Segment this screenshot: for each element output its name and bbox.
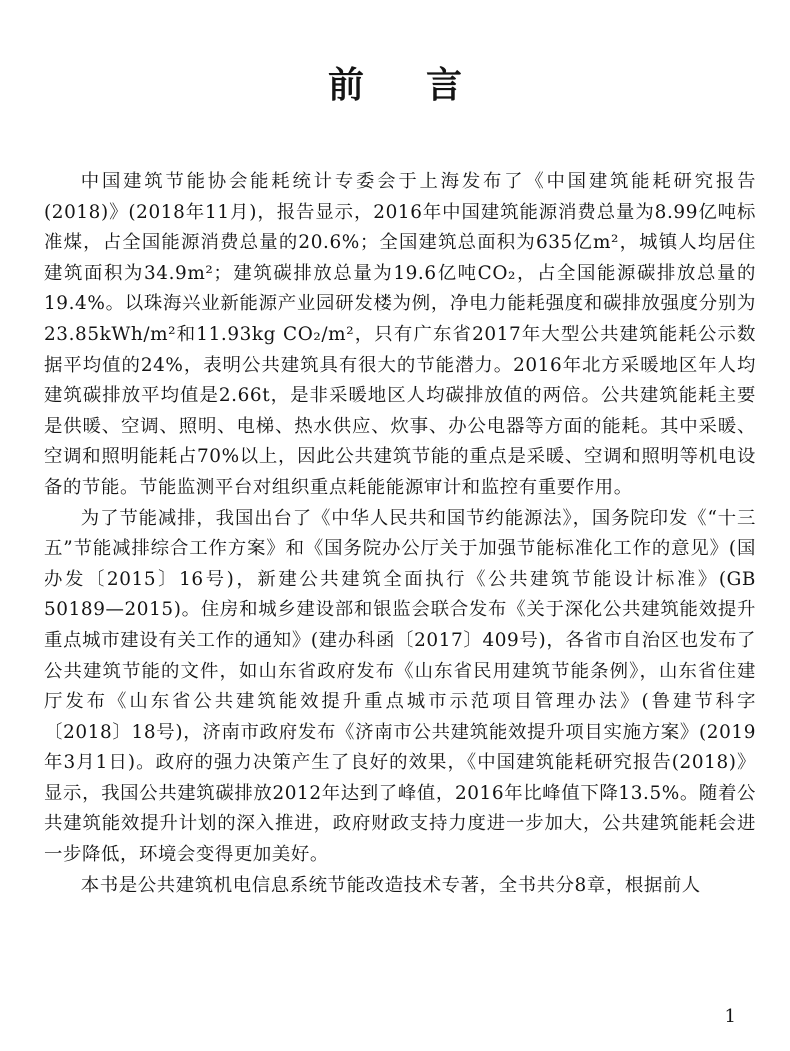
paragraph-3: 本书是公共建筑机电信息系统节能改造技术专著，全书共分8章，根据前人 — [80, 874, 701, 896]
page-title: 前言 — [327, 65, 524, 106]
page-number: 1 — [724, 1006, 736, 1027]
paragraph-1: 中国建筑节能协会能耗统计专委会于上海发布了《中国建筑能耗研究报告(2018)》(2018年11月)，报告显示，2016年中国建筑能源消费总量为8.99亿吨标准煤，占全国能源消费总量的20.6%；全国建筑总面积为635亿m²，城镇人均居住建筑面积为34.9m²；建筑碳排放总量为19.6亿吨CO₂，占全国能源碳排放总量的19.4%。以珠海兴业新能源产业园研发楼为例，净电力能耗强度和碳排放强度分别为23.85kWh/m²和11.93kg CO₂/m²，只有广东省2017年大型公共建筑能耗公示数据平均值的24%，表明公共建筑具有很大的节能潜力。2016年北方采暖地区年人均建筑碳排放平均值是2.66t，是非采暖地区人均碳排放值的两倍。公共建筑能耗主要是供暖、空调、照明、电梯、热水供应、炊事、办公电器等方面的能耗。其中采暖、空调和照明能耗占70%以上，因此公共建筑节能的重点是采暖、空调和照明等机电设备的节能。节能监测平台对组织重点耗能能源审计和监控有重要作用。 — [44, 171, 756, 498]
body-text — [44, 167, 756, 901]
paragraph-2: 为了节能减排，我国出台了《中华人民共和国节约能源法》，国务院印发《“十三五”节能减排综合工作方案》和《国务院办公厅关于加强节能标准化工作的意见》(国办发〔2015〕16号)，新建公共建筑全面执行《公共建筑节能设计标准》(GB 50189—2015)。住房和城乡建设部和银监会联合发布《关于深化公共建筑能效提升重点城市建设有关工作的通知》(建办科函〔2017〕409号)，各省市自治区也发布了公共建筑节能的文件，如山东省政府发布《山东省民用建筑节能条例》，山东省住建厅发布《山东省公共建筑能效提升重点城市示范项目管理办法》(鲁建节科字〔2018〕18号)，济南市政府发布《济南市公共建筑能效提升项目实施方案》(2019年3月1日)。政府的强力决策产生了良好的效果，《中国建筑能耗研究报告(2018)》显示，我国公共建筑碳排放2012年达到了峰值，2016年比峰值下降13.5%。随着公共建筑能效提升计划的深入推进，政府财政支持力度进一步加大，公共建筑能耗会进一步降低，环境会变得更加美好。 — [44, 507, 756, 866]
